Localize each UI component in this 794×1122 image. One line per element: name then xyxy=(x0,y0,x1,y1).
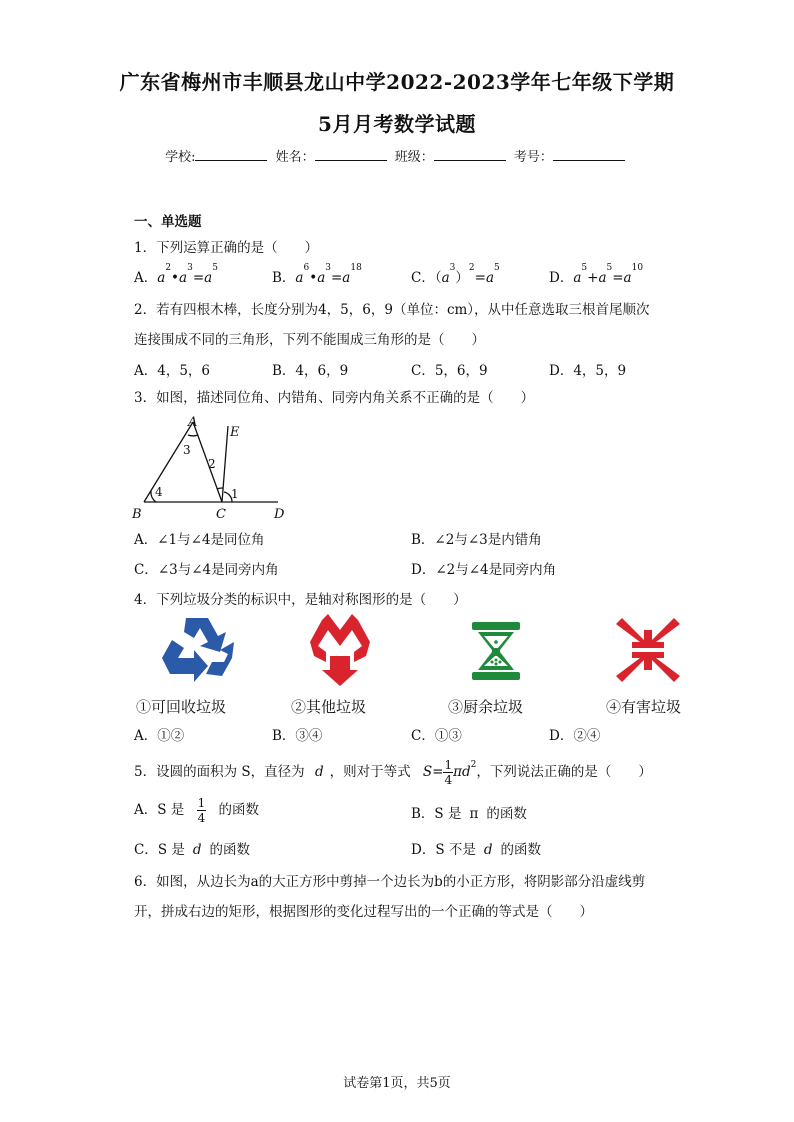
q4-option-b: B．③④ xyxy=(272,728,323,744)
other-waste-icon xyxy=(304,612,376,688)
q5-option-d: D．S 不是 d 的函数 xyxy=(411,842,542,858)
school-label: 学校: xyxy=(165,150,196,165)
q1-option-c: C．$(a^3)^2=a^5$ xyxy=(411,263,500,286)
hazardous-waste-icon xyxy=(614,616,682,684)
q2-stem-line2: 连接围成不同的三角形，下列不能围成三角形的是（ ） xyxy=(134,332,485,348)
angle-2-arc xyxy=(217,488,223,489)
q5-stem: 5．设圆的面积为 S，直径为 d ，则对于等式 S= $\frac{1}{4}$ $\pi d^2$，下列说法正确的是（ ） xyxy=(134,758,652,787)
angle-3-arc xyxy=(188,435,198,436)
q1-option-a: A．$a^2•a^3=a^5$ xyxy=(134,263,218,286)
caption-hazardous: ④有害垃圾 xyxy=(606,698,682,716)
caption-other: ②其他垃圾 xyxy=(291,698,367,716)
school-blank xyxy=(195,148,267,161)
q1-option-b: B．$a^6•a^3=a^{18}$ xyxy=(272,263,362,286)
label-b: B xyxy=(132,507,142,522)
class-blank xyxy=(434,148,506,161)
q1-option-d: D．$a^5+a^5=a^{10}$ xyxy=(549,263,644,286)
q3-geometry-figure xyxy=(128,412,288,522)
q2-option-a: A．4，5，6 xyxy=(134,363,211,379)
section-title: 一、单选题 xyxy=(134,214,202,230)
label-c: C xyxy=(216,507,226,522)
q4-option-c: C．①③ xyxy=(411,728,462,744)
label-d: D xyxy=(274,507,285,522)
q6-stem-line1: 6．如图，从边长为a的大正方形中剪掉一个边长为b的小正方形，将阴影部分沿虚线剪 xyxy=(134,874,646,890)
q3-option-d: D．∠2与∠4是同旁内角 xyxy=(411,562,557,578)
q4-option-d: D．②④ xyxy=(549,728,601,744)
q5-option-a: A．S 是 $\frac{1}{4}$ 的函数 xyxy=(134,796,260,825)
q3-option-a: A．∠1与∠4是同位角 xyxy=(134,532,265,548)
label-angle-4: 4 xyxy=(155,485,163,499)
label-a: A xyxy=(188,415,198,430)
q3-option-b: B．∠2与∠3是内错角 xyxy=(411,532,542,548)
number-blank xyxy=(553,148,625,161)
q3-stem: 3．如图，描述同位角、内错角、同旁内角关系不正确的是（ ） xyxy=(134,390,535,406)
kitchen-waste-icon xyxy=(470,620,522,682)
label-angle-3: 3 xyxy=(183,443,191,457)
class-label: 班级： xyxy=(394,150,434,165)
student-info-line xyxy=(0,146,794,165)
exam-title-line1: 广东省梅州市丰顺县龙山中学2022-2023学年七年级下学期 xyxy=(119,70,675,94)
name-label: 姓名： xyxy=(275,150,315,165)
exam-title-line2: 5月月考数学试题 xyxy=(318,112,476,136)
label-angle-2: 2 xyxy=(208,457,216,471)
caption-recyclable: ①可回收垃圾 xyxy=(136,698,227,716)
label-angle-1: 1 xyxy=(231,487,239,501)
page-footer: 试卷第1页，共5页 xyxy=(343,1076,451,1091)
q5-option-c: C．S 是 d 的函数 xyxy=(134,842,251,858)
number-label: 考号： xyxy=(513,150,553,165)
q3-option-c: C．∠3与∠4是同旁内角 xyxy=(134,562,279,578)
q4-stem: 4．下列垃圾分类的标识中，是轴对称图形的是（ ） xyxy=(134,592,467,608)
q6-stem-line2: 开，拼成右边的矩形，根据图形的变化过程写出的一个正确的等式是（ ） xyxy=(134,904,593,920)
name-blank xyxy=(315,148,387,161)
q2-stem-line1: 2．若有四根木棒，长度分别为4，5，6，9（单位：cm），从中任意选取三根首尾顺次 xyxy=(134,302,650,318)
q2-option-b: B．4，6，9 xyxy=(272,363,349,379)
q5-option-b: B．S 是 π 的函数 xyxy=(411,806,527,822)
q4-option-a: A．①② xyxy=(134,728,185,744)
label-e: E xyxy=(230,425,240,440)
q2-option-c: C．5，6，9 xyxy=(411,363,488,379)
caption-kitchen: ③厨余垃圾 xyxy=(448,698,524,716)
ray-ce xyxy=(222,426,228,502)
q2-option-d: D．4，5，9 xyxy=(549,363,627,379)
segment-ba xyxy=(144,422,193,502)
recycle-icon xyxy=(156,614,238,686)
q1-stem: 1．下列运算正确的是（ ） xyxy=(134,240,319,256)
